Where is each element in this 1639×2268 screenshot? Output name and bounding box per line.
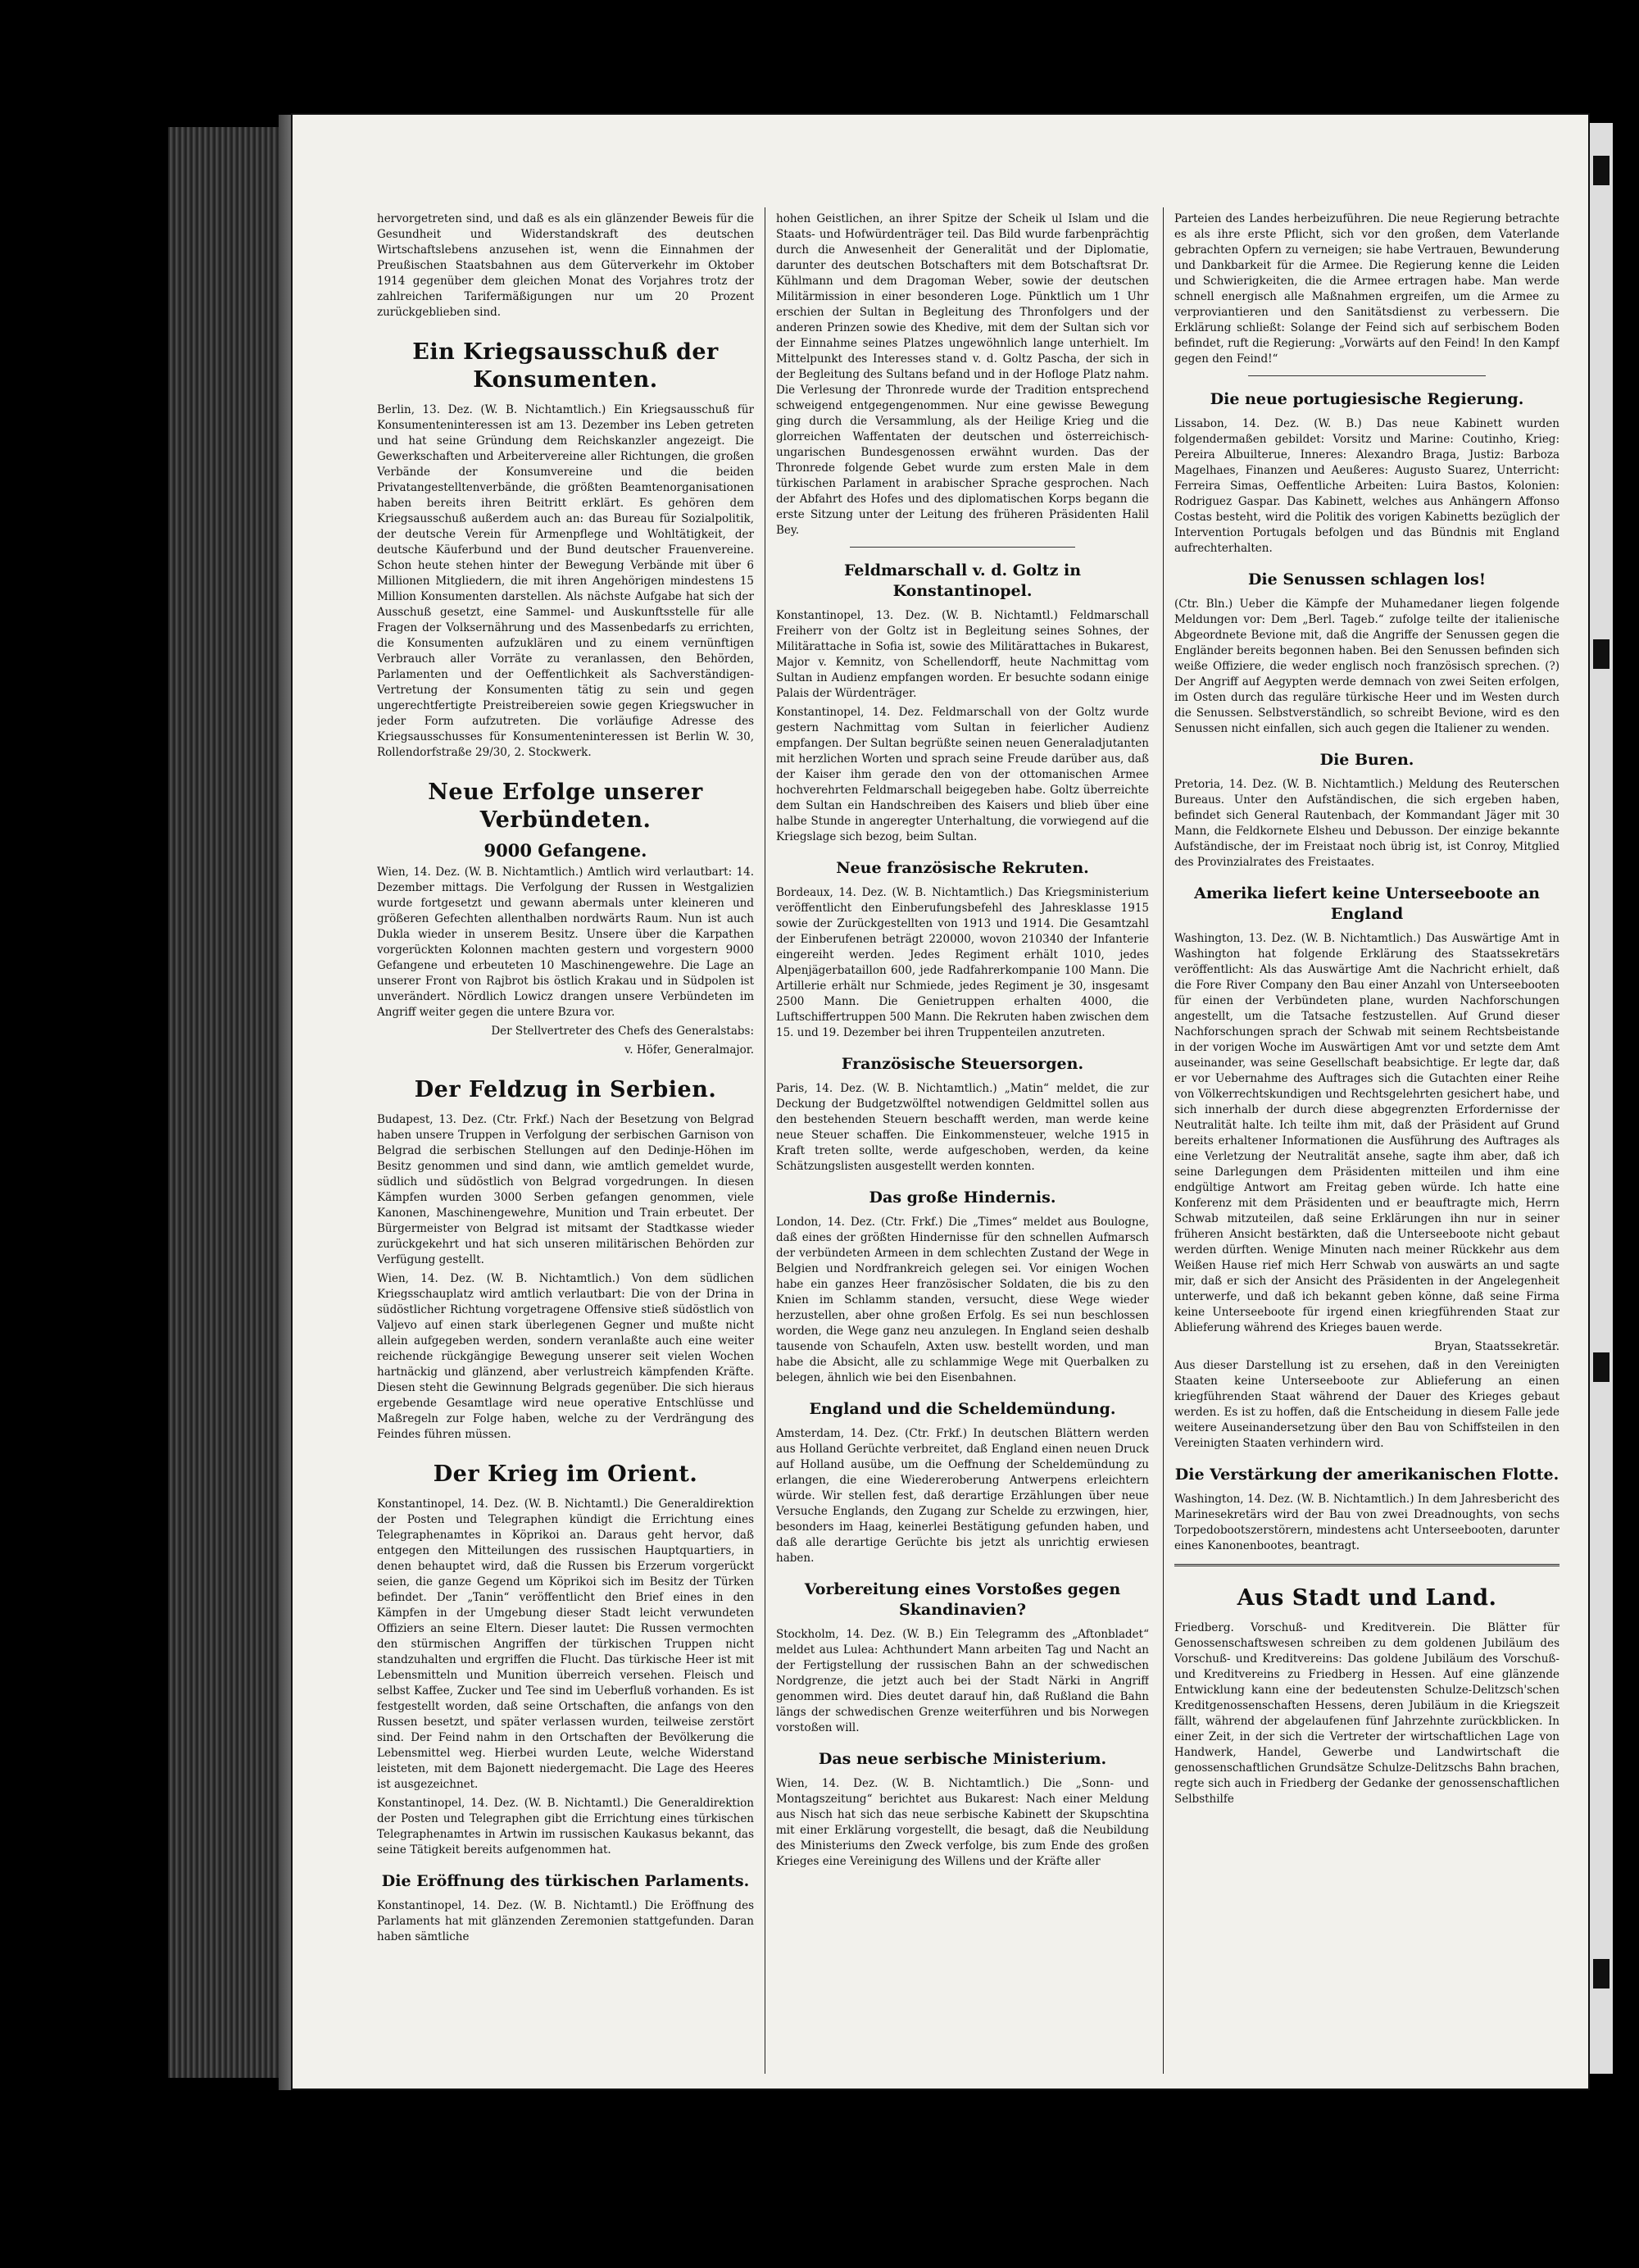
headline-tuerk-parlament: Die Eröffnung des türkischen Parlaments. [381,1872,750,1890]
column-3 [1174,211,1560,2080]
article-neue-erfolge: Wien, 14. Dez. (W. B. Nichtamtlich.) Amtlich wird verlautbart: 14. Dezember mittags. Die Verfolgung der Russen in Westgalizien wurde fortgesetzt und gewann abermals unter kleineren und größeren Gefechten allenthalben nordwärts Raum. Nun ist auch Dukla wieder in unserem Besitz. Unsere über die Karpathen vorgerückten Kolonnen machten gestern und vorgestern 9000 Gefangene und erbeuteten 10 Maschinengewehre. Die Lage an unserer Front von Rajbrot bis östlich Krakau und in Südpolen ist unverändert. Nördlich Lowicz drangen unsere Verbündeten im Angriff weiter gegen die untere Bzura vor. [377,866,754,1019]
article-scheldemuendung: Amsterdam, 14. Dez. (Ctr. Frkf.) In deutschen Blättern werden aus Holland Gerüchte verbreitet, daß England einen neuen Druck auf Holland ausübe, um die Oeffnung der Scheldemündung zu erlangen, die eine Wiedereroberung Antwerpens erleichtern würde. Wir stellen fest, daß derartige Erzählungen über neue Versuche Englands, den Zugang zur Schelde zu erzwingen, hier, besonders im Haag, keinerlei Bestätigung gefunden haben, und daß alle derartige Gerüchte bis jetzt als unrichtig erwiesen haben. [776,1427,1149,1565]
article-unterseeboote-2: Aus dieser Darstellung ist zu ersehen, daß in den Vereinigten Staaten keine Unterseeboote zur Ablieferung an einen kriegführenden Staat während der Dauer des Krieges gebaut werden. Es ist zu hoffen, daß die Entscheidung in diesem Falle jede weitere Auseinandersetzung über den Bau von Schiffsteilen in den Vereinigten Staaten verhindern wird. [1174,1359,1560,1450]
headline-serb-ministerium: Das neue serbische Ministerium. [818,1750,1107,1768]
headline-steuersorgen: Französische Steuersorgen. [841,1055,1084,1073]
edge-mark [1593,156,1609,185]
article-kriegsausschuss: Berlin, 13. Dez. (W. B. Nichtamtlich.) Ein Kriegsausschuß für Konsumenteninteressen ist am 13. Dezember ins Leben getreten und hat seine Gründung dem Reichskanzler angezeigt. Die Gewerkschaften und Arbeitervereine aller Richtungen, die großen Verbände der Konsumvereine und die beiden Privatangestelltenverbände, die größten Beamtenorganisationen haben bereits ihren Beitritt erklärt. Es gehören dem Kriegsausschuß außerdem auch an: das Bureau für Sozialpolitik, der deutsche Verein für Armenpflege und Wohltätigkeit, der deutsche Käuferbund und der Bund deutscher Frauenvereine. Schon heute stehen hinter der Bewegung Verbände mit über 6 Millionen Mitgliedern, die mit ihren Angehörigen mindestens 15 Million Konsumenten darstellen. Als nächste Aufgabe hat sich der Ausschuß gesetzt, eine Sammel- und Auskunftsstelle für alle Fragen der Volksernährung und des Massenbedarfs zu errichten, die Konsumenten aufzuklären und zu einem vernünftigen Verbrauch aller Vorräte zu veranlassen, den Behörden, Parlamenten und der Oeffentlichkeit als Sachverständigen-Vertretung der Konsumenten tätig zu sein und gegen ungerechtfertigte Preistreibereien sowie gegen Kriegswucher in jeder Form aufzutreten. Die vorläufige Adresse des Kriegsausschusses für Konsumenteninteressen ist Berlin W. 30, Rollendorfstraße 29/30, 2. Stockwerk. [377,403,754,759]
section-divider [1248,375,1486,376]
headline-neue-erfolge: Neue Erfolge unserer Verbündeten. [428,779,703,833]
article-franz-rekruten: Bordeaux, 14. Dez. (W. B. Nichtamtlich.) Das Kriegsministerium veröffentlicht den Einberufungsbefehl des Jahresklasse 1915 sowie der Zurückgestellten von 1913 und 1914. Die Gesamtzahl der Einberufenen beträgt 220000, wovon 210340 der Infanterie eingereiht werden. Jedes Regiment erhält 1010, jedes Alpenjägerbataillon 600, jede Radfahrerkompanie 100 Mann. Die Artillerie erhält nur Schmiede, jedes Regiment je 30, insgesamt 2500 Mann. Die Genietruppen erhalten 4000, die Luftschiffertruppen 500 Mann. Die Rekruten haben zwischen dem 15. und 19. Dezember bei ihren Truppenteilen anzutreten. [776,886,1149,1039]
article-goltz-1: Konstantinopel, 13. Dez. (W. B. Nichtamtl.) Feldmarschall Freiherr von der Goltz ist in Begleitung seines Sohnes, der Militärattache in Sofia ist, sowie des Militärattaches in Bukarest, Major v. Kemnitz, von Schellendorff, heute Nachmittag vom Sultan in Audienz empfangen worden. Er besuchte sodann einige Palais der Würdenträger. [776,609,1149,700]
col3-intro: Parteien des Landes herbeizuführen. Die neue Regierung betrachte es als ihre erste Pflicht, sich vor den großen, dem Vaterlande gebrachten Opfern zu verneigen; sie habe Vertrauen, Bewunderung und Dankbarkeit für die Armee. Die Regierung kenne die Leiden und Schwierigkeiten, die die Armee ertragen habe. Man werde schnell energisch alle Maßnahmen ergreifen, um die Armee zu verproviantieren und den Sanitätsdienst zu verbessern. Die Erklärung schließt: Solange der Feind sich auf serbischem Boden befindet, ruft die Regierung: „Vorwärts auf den Feind! In den Kampf gegen den Feind!“ [1174,212,1560,366]
section-divider [850,547,1075,548]
article-serb-ministerium: Wien, 14. Dez. (W. B. Nichtamtlich.) Die „Sonn- und Montagszeitung“ berichtet aus Bukarest: Nach einer Meldung aus Nisch hat sich das neue serbische Kabinett der Skupschtina mit einer Erklärung vorgestellt, die besagt, daß die Neubildung des Ministeriums den Zweck verfolge, bis zum Ende des großen Krieges eine Vereinigung des Willens und der Kräfte aller [776,1777,1149,1868]
headline-kriegsausschuss: Ein Kriegsausschuß der Konsumenten. [412,339,719,393]
signature-bryan: Bryan, Staatssekretär. [1434,1340,1560,1353]
article-buren: Pretoria, 14. Dez. (W. B. Nichtamtlich.) Meldung des Reuterschen Bureaus. Unter den Aufständischen, die sich ergeben haben, befindet sich General Rautenbach, der Kommandant Jäger mit 30 Mann, die Feldkornete Elsheu und Debusson. Der einzige bekannte Aufständische, der im Freistaat noch übrig ist, ist Conroy, Mitglied des Provinzialrates des Freistaates. [1174,778,1560,869]
column-2 [776,211,1149,2080]
headline-flotte: Die Verstärkung der amerikanischen Flotte. [1174,1466,1560,1484]
headline-goltz: Feldmarschall v. d. Goltz in Konstantinopel. [843,561,1082,600]
subheadline-gefangene: 9000 Gefangene. [484,840,647,861]
article-steuersorgen: Paris, 14. Dez. (W. B. Nichtamtlich.) „Matin“ meldet, die zur Deckung der Budgetzwölftel notwendigen Geldmittel sollen aus den bestehenden Steuern beschafft werden, man werde keine neue Steuer schaffen. Die Einkommensteuer, welche 1915 in Kraft treten sollte, werde aufgeschoben, werden, da keine Schätzungslisten ausgestellt werden konnten. [776,1082,1149,1173]
edge-mark [1593,1959,1609,1988]
article-unterseeboote: Washington, 13. Dez. (W. B. Nichtamtlich.) Das Auswärtige Amt in Washington hat folgende Erklärung des Staatssekretärs veröffentlicht: Als das Auswärtige Amt die Nachricht erhielt, daß die Fore River Company den Bau einer Anzahl von Unterseebooten für einen der Verbündeten plane, wurden Nachforschungen angestellt, um die Tatsache festzustellen. Auf Grund dieser Nachforschungen sprach der Schwab mit seinem Rechtsbeistande in der vorigen Woche im Auswärtigen Amt vor und setzte dem Amt auseinander, was seine Gesellschaft beabsichtige. Er legte dar, daß er vor Uebernahme des Auftrages sich die Gutachten einer Reihe von Völkerrechtskundigen und Rechtsgelehrten gesichert habe, und sich innerhalb der durch diese abgegrenzten Erfordernisse der Neutralität halte. Ich teilte ihm mit, daß der Präsident auf Grund bereits erhaltener Informationen die Ausführung des Auftrages als eine Verletzung der Neutralität ansehe, sagte ihm aber, daß ich seine Darlegungen dem Präsidenten mitteilen und ihm eine endgültige Antwort am Freitag geben würde. Ich hatte eine Konferenz mit dem Präsidenten und er beauftragte mich, Herrn Schwab mitzuteilen, daß seine Erklärungen ihn nur in seiner früheren Ansicht bestärkten, daß die Unterseeboote nicht gebaut werden dürften. Wenige Minuten nach meiner Rückkehr aus dem Weißen Hause rief mich Herr Schwab von auswärts an und sagte mir, daß er sich der Ansicht des Präsidenten in der Angelegenheit unterwerfe, und daß ich bekannt geben könne, daß seine Firma keine Unterseeboote für irgend einen kriegführenden Staat zur Ablieferung während des Krieges bauen werde. [1174,932,1560,1334]
col1-intro: hervorgetreten sind, und daß es als ein glänzender Beweis für die Gesundheit und Widerstandskraft des deutschen Wirtschaftslebens anzusehen ist, wenn die Einnahmen der Preußischen Staatsbahnen aus dem Güterverkehr im Oktober 1914 gegenüber dem gleichen Monat des Vorjahres trotz der zahlreichen Tarifermäßigungen nur um 20 Prozent zurückgeblieben sind. [377,212,754,319]
headline-skandinavien: Vorbereitung eines Vorstoßes gegen Skandinavien? [804,1580,1121,1619]
signature-line: Der Stellvertreter des Chefs des Generalstabs: [491,1025,754,1038]
article-flotte: Washington, 14. Dez. (W. B. Nichtamtlich.) In dem Jahresbericht des Marinesekretärs wird der Bau von zwei Dreadnoughts, von sechs Torpedobootszerstörern, mindestens acht Unterseebooten, darunter eines Kanonenbootes, beantragt. [1174,1493,1560,1552]
headline-buren: Die Buren. [1319,751,1414,769]
column-1 [377,211,754,2080]
article-portugal: Lissabon, 14. Dez. (W. B.) Das neue Kabinett wurden folgendermaßen gebildet: Vorsitz und Marine: Coutinho, Krieg: Pereira Albuilterue, Inneres: Alexandro Braga, Justiz: Barboza Magelhaes, Finanzen und Aeußeres: Augusto Suarez, Unterricht: Ferreira Simas, Oeffentliche Arbeiten: Luira Bastos, Kolonien: Rodriguez Gaspar. Das Kabinett, welches aus Anhängern Affonso Costas besteht, wird die Politik des vorigen Kabinetts bezüglich der Intervention Portugals befolgen und das Bündnis mit England aufrechterhalten. [1174,417,1560,555]
signature-name: v. Höfer, Generalmajor. [624,1043,754,1057]
col2-intro: hohen Geistlichen, an ihrer Spitze der Scheik ul Islam und die Staats- und Hofwürdenträger teil. Das Bild wurde farbenprächtig durch die Anwesenheit der Generalität und der Diplomatie, darunter des deutschen Botschafters mit dem Botschaftsrat Dr. Kühlmann und dem Dragoman Weber, sowie der deutschen Militärmission in einer besonderen Loge. Pünktlich um 1 Uhr erschien der Sultan in Begleitung des Thronfolgers und der anderen Prinzen sowie des Khedive, mit dem der Sultan sich vor der Einnahme seines Platzes ungewöhnlich lange unterhielt. Im Mittelpunkt des Interesses stand v. d. Goltz Pascha, der sich in der Begleitung des Sultans befand und in der Hofloge Platz nahm. Die Verlesung der Thronrede wurde der Tradition entsprechend schweigend entgegengenommen. Nur eine gewisse Bewegung ging durch die Versammlung, als der Heilige Krieg und die glorreichen Waffentaten der deutschen und österreichisch-ungarischen Bundesgenossen erwähnt wurden. Das der Thronrede folgende Gebet wurde zum ersten Male in dem türkischen Parlament in arabischer Sprache gesprochen. Nach der Abfahrt des Hofes und des diplomatischen Korps begann die erste Sitzung unter der Leitung des früheren Präsidenten Halil Bey. [776,212,1149,537]
article-goltz-2: Konstantinopel, 14. Dez. Feldmarschall von der Goltz wurde gestern Nachmittag vom Sultan in feierlicher Audienz empfangen. Der Sultan begrüßte seinen neuen Generaladjutanten mit herzlichen Worten und sprach seine Freude darüber aus, daß der Kaiser ihm gerade den von der ottomanischen Armee hochverehrten Feldmarschall beigegeben habe. Goltz überreichte dem Sultan ein Handschreiben des Kaisers und blieb über eine halbe Stunde in angeregter Unterhaltung, die vorwiegend auf die Kriegslage sich bezog, beim Sultan. [776,706,1149,843]
headline-hindernis: Das große Hindernis. [869,1189,1056,1207]
newspaper-page [291,113,1590,2090]
article-friedberg: Friedberg. Vorschuß- und Kreditverein. Die Blätter für Genossenschaftswesen schreiben zu dem goldenen Jubiläum des Vorschuß- und Kreditvereins: Das goldene Jubiläum des Vorschuß- und Kreditvereins zu Friedberg in Hessen. Auf eine glänzende Entwicklung kann eine der bedeutensten Schulze-Delitzsch'schen Kreditgenossenschaften Hessens, deren Jubiläum in die Kriegszeit fällt, während der abgelaufenen fünf Jahrzehnte zurückblicken. In einer Zeit, in der sich die Vertreter der wirtschaftlichen Lage von Handwerk, Handel, Gewerbe und Landwirtschaft die genossenschaftlichen Grundsätze Schulze-Delitzschs Bahn brachen, regte sich auch in Friedberg der Gedanke der genossenschaftlichen Selbsthilfe [1174,1621,1560,1806]
headline-scheldemuendung: England und die Scheldemündung. [809,1400,1116,1418]
article-senussen: (Ctr. Bln.) Ueber die Kämpfe der Muhamedaner liegen folgende Meldungen vor: Dem „Berl. Tageb.“ zufolge teilte der italienische Abgeordnete Bevione mit, daß die Angriffe der Senussen gegen die Engländer bereits begonnen haben. Bei den Senussen befinden sich weiße Offiziere, die weder englisch noch französisch sprechen. (?) Der Angriff auf Aegypten werde demnach von zwei Seiten erfolgen, im Osten durch das reguläre türkische Heer und im Westen durch die Senussen. Selbstverständlich, so schreibt Bevione, wird es den Senussen nicht einfallen, sich auch gegen die Italiener zu wenden. [1174,598,1560,735]
headline-stadt-land: Aus Stadt und Land. [1237,1585,1497,1611]
edge-mark [1593,639,1609,669]
headline-krieg-orient: Der Krieg im Orient. [433,1461,698,1487]
article-feldzug-serbien-1: Budapest, 13. Dez. (Ctr. Frkf.) Nach der Besetzung von Belgrad haben unsere Truppen in Verfolgung der serbischen Garnison von Belgrad die serbischen Stellungen auf den Dedinje-Höhen im Besitz genommen und sind dann, wie amtlich gemeldet wurde, südlich und südöstlich von Belgrad vorgedrungen. In diesen Kämpfen wurden 3000 Serben gefangen genommen, viele Kanonen, Maschinengewehre, Munition und Train erbeutet. Der Bürgermeister von Belgrad ist mitsamt der Stadtkasse wieder zurückgekehrt und hat sich unseren militärischen Behörden zur Verfügung gestellt. [377,1113,754,1266]
edge-mark [1593,1352,1609,1382]
column-rule [1163,207,1164,2074]
article-krieg-orient-2: Konstantinopel, 14. Dez. (W. B. Nichtamtl.) Die Generaldirektion der Posten und Telegraphen gibt die Errichtung eines türkischen Telegraphenamtes in Artwin im russischen Kaukasus bekannt, das seine Tätigkeit bereits aufgenommen hat. [377,1797,754,1857]
headline-senussen: Die Senussen schlagen los! [1247,570,1487,589]
headline-portugal: Die neue portugiesische Regierung. [1210,390,1524,408]
article-tuerk-parlament: Konstantinopel, 14. Dez. (W. B. Nichtamtl.) Die Eröffnung des Parlaments hat mit glänzenden Zeremonien stattgefunden. Daran haben sämtliche [377,1899,754,1943]
headline-unterseeboote: Amerika liefert keine Unterseeboote an England [1194,884,1540,923]
book-page-stack [168,127,291,2078]
article-krieg-orient-1: Konstantinopel, 14. Dez. (W. B. Nichtamtl.) Die Generaldirektion der Posten und Telegraphen kündigt die Errichtung eines Telegraphenamtes in Köprikoi an. Daraus geht hervor, daß entgegen den Mitteilungen des russischen Hauptquartiers, in denen behauptet wird, daß die Russen bis Erzerum vorgerückt seien, die ganze Gegend um Köprikoi sich im Besitz der Türken befindet. Der „Tanin“ veröffentlicht den Brief eines in den Kämpfen in der Umgebung dieser Stadt leicht verwundeten Offiziers an seine Eltern. Dieser lautet: Die Russen vermochten den stürmischen Angriffen der türkischen Truppen nicht standzuhalten und ergriffen die Flucht. Das türkische Heer ist mit Lebensmitteln und Munition überreich versehen. Fleisch und selbst Kaffee, Zucker und Tee sind im Ueberfluß vorhanden. Es ist festgestellt worden, daß seine Ortschaften, die anfangs von den Russen besetzt, und später verlassen wurden, teilweise zerstört sind. Der Feind nahm in den Ortschaften der Bevölkerung die Lebensmittel weg. Hierbei wurden Leute, welche Widerstand leisteten, mit dem Bajonett niedergemacht. Die Lage des Heeres ist ausgezeichnet. [377,1498,754,1791]
headline-franz-rekruten: Neue französische Rekruten. [836,859,1089,877]
article-hindernis: London, 14. Dez. (Ctr. Frkf.) Die „Times“ meldet aus Boulogne, daß eines der größten Hindernisse für den schnellen Aufmarsch der verbündeten Armeen in dem schlechten Zustand der Wege in Belgien und Nordfrankreich gelegen sei. Vor einigen Wochen habe ein ganzes Heer französischer Soldaten, die bis zu den Knien im Schlamm standen, versucht, diese Wege wieder herzustellen, aber ohne großen Erfolg. Es sei nun beschlossen worden, die Wege ganz neu anzulegen. In England seien deshalb tausende von Schaufeln, Axten usw. bestellt worden, und man habe die Absicht, alle zu schlammige Wege mit Querbalken zu belegen, ähnlich wie bei den Eisenbahnen. [776,1216,1149,1384]
article-skandinavien: Stockholm, 14. Dez. (W. B.) Ein Telegramm des „Aftonbladet“ meldet aus Lulea: Achthundert Mann arbeiten Tag und Nacht an der Fertigstellung der russischen Bahn an der schwedischen Nordgrenze, die jetzt auch bei der Stadt Närki in Angriff genommen wird. Dies deutet darauf hin, daß Rußland die Bahn längs der schwedischen Grenze weiterführen und bis Norwegen vorstoßen will. [776,1628,1149,1734]
article-feldzug-serbien-2: Wien, 14. Dez. (W. B. Nichtamtlich.) Von dem südlichen Kriegsschauplatz wird amtlich verlautbart: Die von der Drina in südöstlicher Richtung vorgetragene Offensive stieß südöstlich von Valjevo auf einen stark überlegenen Gegner und mußte nicht allein aufgegeben werden, sondern veranlaßte auch eine weiter reichende rückgängige Bewegung unserer seit vielen Wochen hartnäckig und glänzend, aber verlustreich kämpfenden Kräfte. Diesen steht die Gewinnung Belgrads gegenüber. Die sich hieraus ergebende Gesamtlage wird neue operative Entschlüsse und Maßregeln zur Folge haben, welche zu der Verdrängung des Feindes führen müssen. [377,1272,754,1441]
section-divider-double [1174,1564,1560,1566]
headline-feldzug-serbien: Der Feldzug in Serbien. [414,1077,717,1102]
